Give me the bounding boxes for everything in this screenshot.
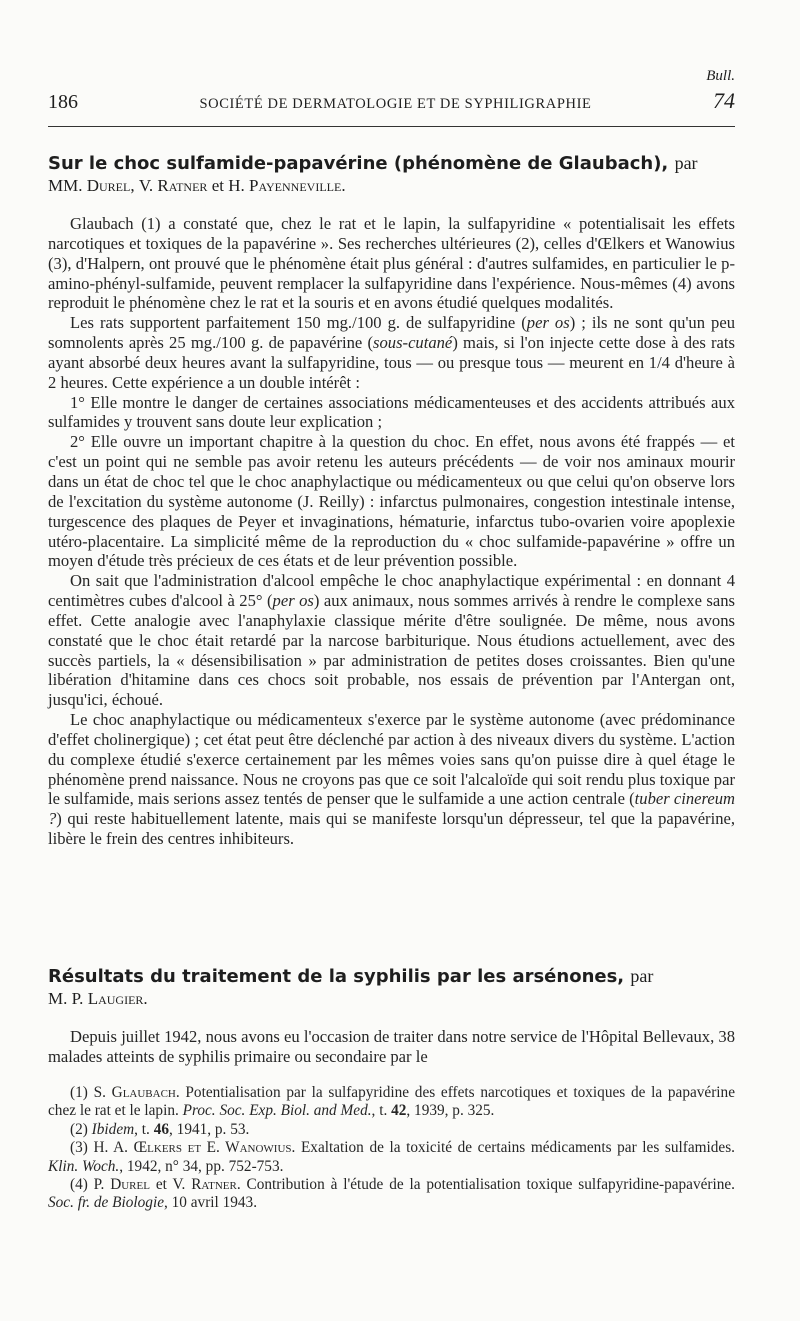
article2-author: M. P. Laugier. (48, 989, 148, 1008)
article1-title (48, 152, 735, 175)
author-ratner: V. Ratner (138, 176, 208, 195)
paragraph: 2° Elle ouvre un important chapitre à la question du choc. En effet, nous avons été frappés — et c'est un point qui ne semble pas avoir retenu les auteurs précédents — de voir nos aminaux mourir dans un état de choc tel que le choc anaphylactique ou médicamenteux ou que celui qu'on observe lors de l'excitation du système autonome (J. Reilly) : infarctus pulmonaires, congestion intestinale intense, turgescence des plaques de Peyer et invaginations, hématurie, infarctus tubo-ovarien voire apoplexie utéro-placentaire. La simplicité même de la reproduction du « choc sulfamide-papavérine » offre un moyen d'étude très précieux de ces états et de leur prévention possible. (48, 432, 735, 571)
authors-prefix: MM. (48, 176, 83, 195)
article1-title-text: Sur le choc sulfamide-papavérine (phénomène de Glaubach), (48, 153, 669, 174)
article2-title-text: Résultats du traitement de la syphilis par les arsénones, (48, 966, 625, 987)
article2-title (48, 965, 735, 988)
header-bull: Bull. (706, 68, 735, 84)
footnote-4: (4) P. Durel et V. Ratner. Contribution à l'étude de la potentialisation toxique sulfapyridine-papavérine. Soc. fr. de Biologie, 10 avril 1943. (48, 1176, 735, 1212)
paragraph: On sait que l'administration d'alcool empêche le choc anaphylactique expérimental : en donnant 4 centimètres cubes d'alcool à 25° (per os) aux animaux, nous sommes arrivés à rendre le complexe sans effet. Cette analogie avec l'anaphylaxie classique mérite d'être soulignée. De même, nous avons constaté que le choc était retardé par la narcose barbiturique. Nous étudions actuellement, avec des succès partiels, la « désensibilisation » par administration de petites doses croissantes. Bien qu'une libération d'hitamine dans ces chocs soit probable, nos essais de prévention par l'Antergan ont, jusqu'ici, échoué. (48, 571, 735, 710)
running-title: SOCIÉTÉ DE DERMATOLOGIE ET DE SYPHILIGRAPHIE (199, 96, 592, 112)
article2-title-par: par (630, 966, 654, 986)
article1-title-par: par (674, 153, 698, 173)
author-laugier: Laugier (87, 989, 144, 1008)
article1-authors: MM. Durel, V. Ratner et H. Payenneville. (48, 176, 346, 195)
paragraph: Les rats supportent parfaitement 150 mg./100 g. de sulfapyridine (per os) ; ils ne sont qu'un peu somnolents après 25 mg./100 g. de papavérine (sous-cutané) mais, si l'on injecte cette dose à des rats ayant absorbé deux heures avant la sulfapyridine, tous — ou presque tous — meurent en 1/4 d'heure à 2 heures. Cette expérience a un double intérêt : (48, 313, 735, 392)
article2-body (48, 1027, 735, 1067)
footnote-2: (2) Ibidem, t. 46, 1941, p. 53. (70, 1120, 250, 1138)
paragraph: Le choc anaphylactique ou médicamenteux s'exerce par le système autonome (avec prédominance d'effet cholinergique) ; cet état peut être déclenché par action à des niveaux divers du système. L'action du complexe étudié s'exerce certainement par les mêmes voies sans qu'on puisse dire à quel étage le phénomène prend naissance. Nous ne croyons pas que ce soit l'alcaloïde qui soit rendu plus toxique par le sulfamide, mais serions assez tentés de penser que le sulfamide a une action centrale (tuber cinereum ?) qui reste habituellement latente, mais qui se manifeste lorsqu'un dépresseur, tel que la papavérine, libère le frein des centres inhibiteurs. (48, 710, 735, 849)
running-header (48, 88, 735, 116)
paragraph: Depuis juillet 1942, nous avons eu l'occasion de traiter dans notre service de l'Hôpital Bellevaux, 38 malades atteints de syphilis primaire ou secondaire par le (48, 1027, 735, 1066)
article-arsenones (48, 965, 735, 1067)
page-number: 186 (48, 91, 78, 113)
paragraph: Glaubach (1) a constaté que, chez le rat et le lapin, la sulfapyridine « potentialisait les effets narcotiques et toxiques de la papavérine ». Ses recherches ultérieures (2), celles d'Œlkers et Wanowius (3), d'Halpern, ont prouvé que le phénomène était plus général : d'autres sulfamides, en particulier le p-amino-phényl-sulfamide, peuvent remplacer la sulfapyridine dans l'expérience. Nous-mêmes (4) avons reproduit le phénomène chez le rat et la souris et en avons étudié quelques modalités. (48, 214, 735, 313)
author-prefix: M. P. (48, 989, 84, 1008)
author-payenneville: H. Payenneville (228, 176, 342, 195)
header-rule (48, 126, 735, 127)
footnotes (48, 1084, 735, 1213)
article-choc-sulfamide (48, 152, 735, 849)
paragraph: 1° Elle montre le danger de certaines associations médicamenteuses et des accidents attribués aux sulfamides y trouvent sans doute leur explication ; (48, 392, 735, 432)
authors-and: et (211, 176, 224, 195)
footnote-3: (3) H. A. Œlkers et E. Wanowius. Exaltation de la toxicité de certains médicaments par les sulfamides. Klin. Woch., 1942, n° 34, pp. 752-753. (48, 1139, 735, 1175)
volume-number: 74 (712, 88, 735, 113)
footnote-1: (1) S. Glaubach. Potentialisation par la sulfapyridine des effets narcotiques et toxiques de la papavérine chez le rat et le lapin. Proc. Soc. Exp. Biol. and Med., t. 42, 1939, p. 325. (48, 1084, 735, 1120)
article1-body (48, 214, 735, 849)
author-durel: Durel (86, 176, 131, 195)
